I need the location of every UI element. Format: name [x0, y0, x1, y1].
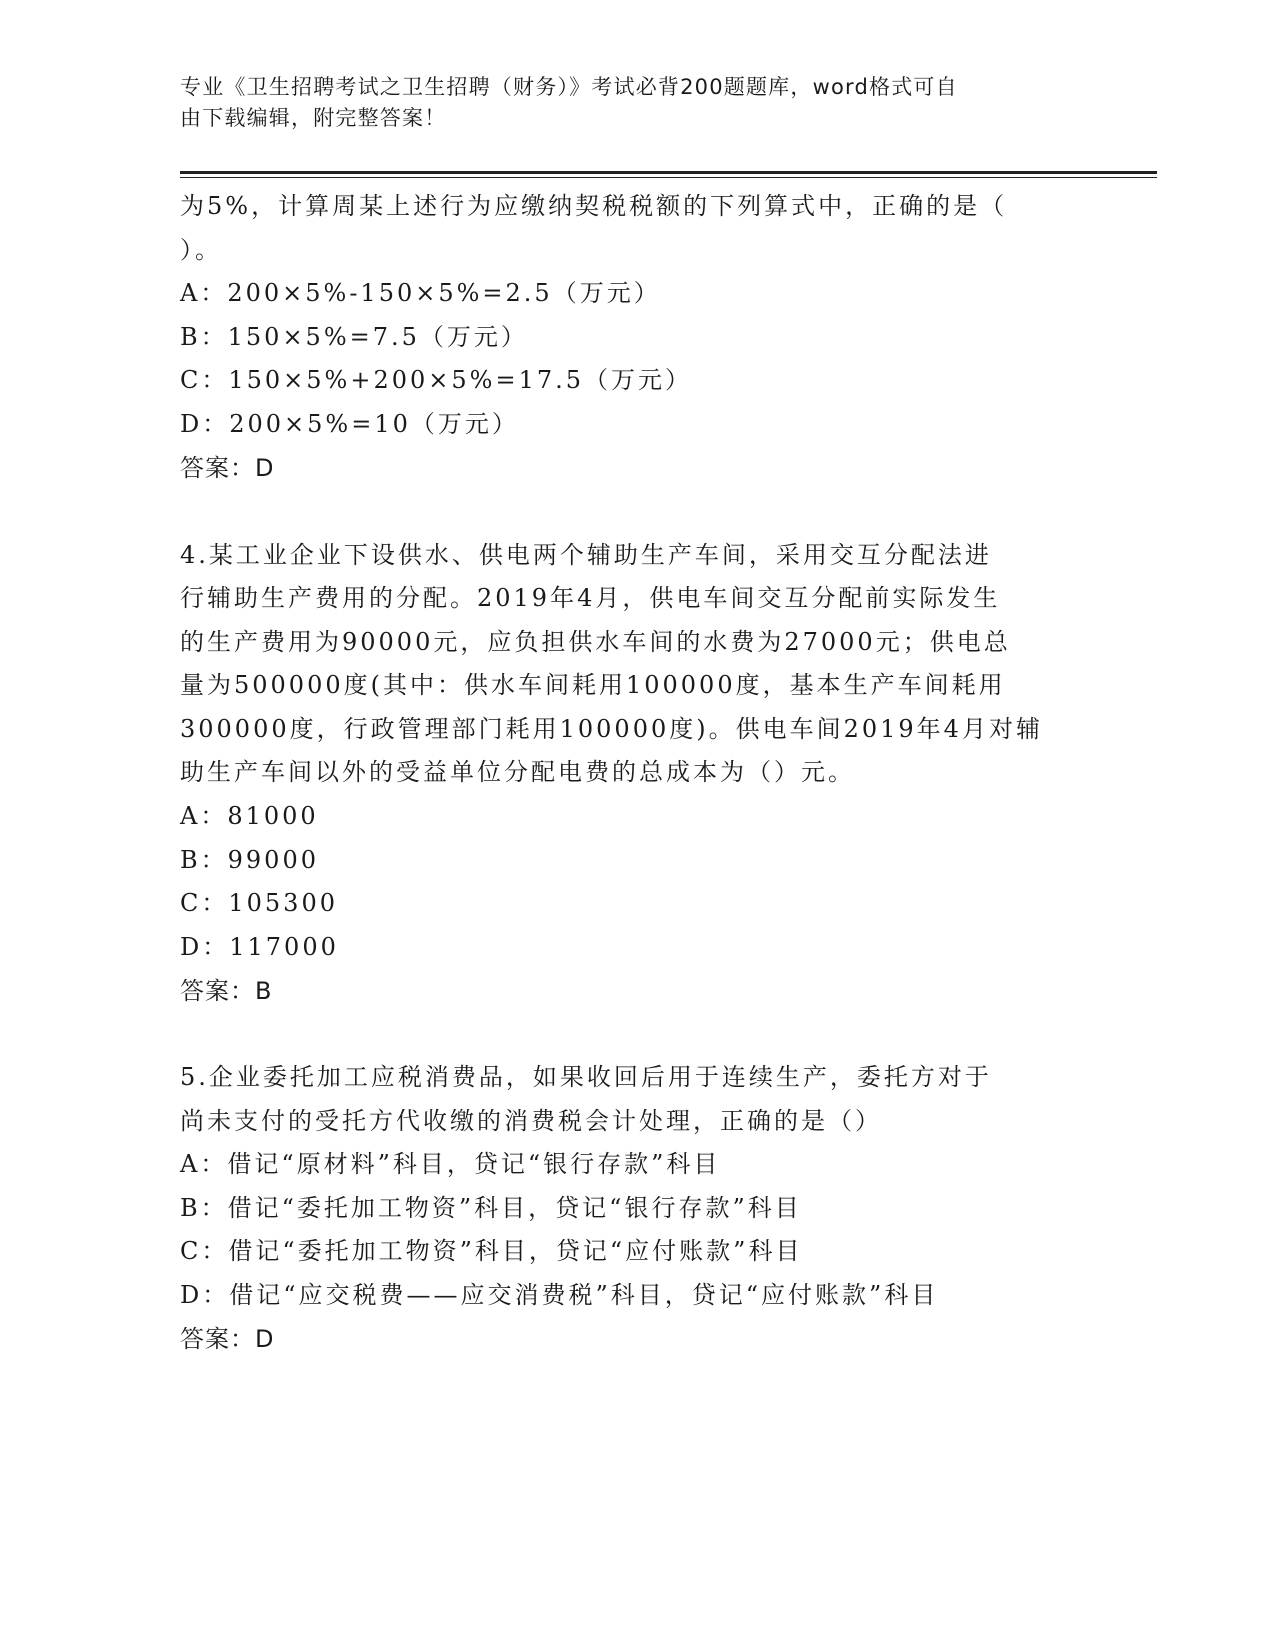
question-stem-line: 300000度，行政管理部门耗用100000度)。供电车间2019年4月对辅: [180, 715, 1043, 743]
document-header: [180, 72, 1060, 134]
header-divider-thick: [180, 171, 1157, 174]
question-stem-line: ）。: [180, 236, 222, 264]
option-b: B：150×5%=7.5（万元）: [180, 323, 528, 351]
question-stem-line: 助生产车间以外的受益单位分配电费的总成本为（）元。: [180, 758, 855, 786]
question-stem-line: 量为500000度(其中：供水车间耗用100000度，基本生产车间耗用: [180, 671, 1006, 699]
answer-label: 答案：D: [180, 454, 275, 482]
option-d: D：200×5%=10（万元）: [180, 410, 519, 438]
option-c: C：150×5%+200×5%=17.5（万元）: [180, 366, 693, 394]
option-d: D：借记“应交税费——应交消费税”科目，贷记“应付账款”科目: [180, 1281, 939, 1309]
question-stem-line: 尚未支付的受托方代收缴的消费税会计处理，正确的是（）: [180, 1107, 882, 1135]
option-c: C：借记“委托加工物资”科目，贷记“应付账款”科目: [180, 1237, 803, 1265]
header-title-line-1: 专业《卫生招聘考试之卫生招聘（财务）》考试必背200题题库，word格式可自: [180, 75, 958, 99]
option-d: D：117000: [180, 933, 339, 961]
option-b: B：借记“委托加工物资”科目，贷记“银行存款”科目: [180, 1194, 802, 1222]
answer-label: 答案：B: [180, 977, 273, 1005]
header-title-line-2: 由下载编辑，附完整答案！: [180, 106, 447, 130]
question-stem-line: 行辅助生产费用的分配。2019年4月，供电车间交互分配前实际发生: [180, 584, 1001, 612]
question-stem-line: 4.某工业企业下设供水、供电两个辅助生产车间，采用交互分配法进: [180, 541, 992, 569]
option-a: A：81000: [180, 802, 319, 830]
question-stem-line: 为5%，计算周某上述行为应缴纳契税税额的下列算式中，正确的是（: [180, 192, 1008, 220]
option-b: B：99000: [180, 846, 319, 874]
option-a: A：借记“原材料”科目，贷记“银行存款”科目: [180, 1150, 721, 1178]
question-stem-line: 5.企业委托加工应税消费品，如果收回后用于连续生产，委托方对于: [180, 1063, 992, 1091]
question-stem-line: 的生产费用为90000元，应负担供水车间的水费为27000元；供电总: [180, 628, 1011, 656]
option-c: C：105300: [180, 889, 338, 917]
answer-label: 答案：D: [180, 1325, 275, 1353]
header-divider-thin: [180, 177, 1157, 178]
option-a: A：200×5%-150×5%=2.5（万元）: [180, 279, 661, 307]
